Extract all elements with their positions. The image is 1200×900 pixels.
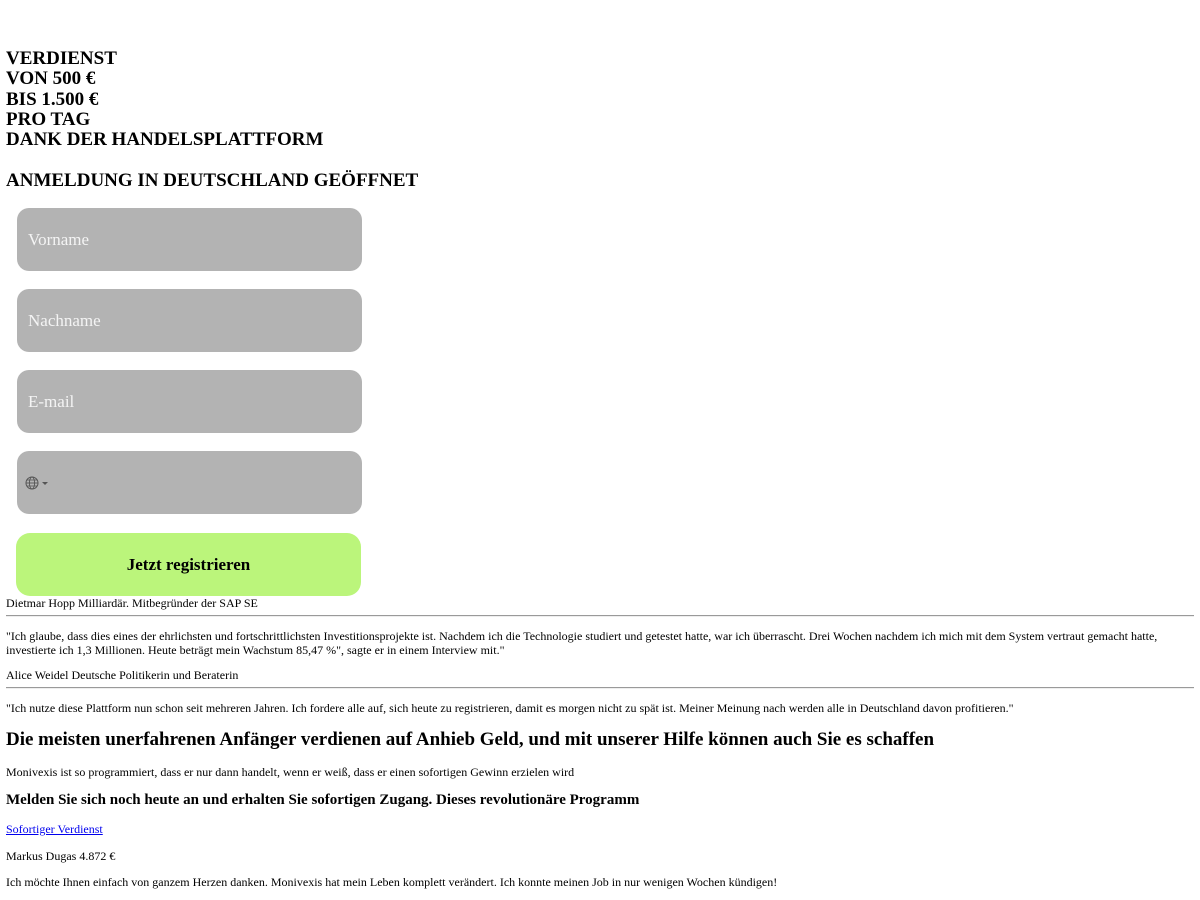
testimonial-quote: "Ich glaube, dass dies eines der ehrlichsten und fortschrittlichsten Investitionsprojekte ist. Nachdem ich die Technologie studiert und getestet hatte, war ich überrascht. Drei Wochen nachdem ich mich mit dem System vertraut gemacht hatte, investierte ich 1,3 Millionen. Heute beträgt mein Wachstum 85,47 %", sagte er in einem Interview mit." xyxy=(6,629,1158,657)
testimonial-author: Dietmar Hopp Milliardär. Mitbegründer der SAP SE xyxy=(6,596,258,610)
phone-input[interactable] xyxy=(57,451,356,516)
registration-open-heading: ANMELDUNG IN DEUTSCHLAND GEÖFFNET xyxy=(6,170,419,191)
testimonial-author: Alice Weidel Deutsche Politikerin und Beraterin xyxy=(6,668,239,682)
headline-line: PRO TAG xyxy=(6,108,91,130)
promo-subheading: Melden Sie sich noch heute an und erhalten Sie sofortigen Zugang. Dieses revolutionäre Programm xyxy=(6,792,640,808)
last-name-input[interactable] xyxy=(17,289,362,352)
register-button[interactable]: Jetzt registrieren xyxy=(16,533,361,596)
divider xyxy=(6,615,1194,617)
phone-field xyxy=(17,451,362,514)
main-headline xyxy=(6,49,323,150)
promo-heading: Die meisten unerfahrenen Anfänger verdienen auf Anhieb Geld, und mit unserer Hilfe können auch Sie es schaffen xyxy=(6,729,935,750)
first-name-input[interactable] xyxy=(17,208,362,271)
review-text: Ich möchte Ihnen einfach von ganzem Herzen danken. Monivexis hat mein Leben komplett verändert. Ich konnte meinen Job in nur wenigen Wochen kündigen! xyxy=(6,875,778,889)
review-author: Markus Dugas 4.872 € xyxy=(6,849,116,863)
globe-icon xyxy=(25,476,39,490)
headline-line: VON 500 € xyxy=(6,68,96,90)
divider xyxy=(6,687,1194,689)
email-input[interactable] xyxy=(17,370,362,433)
headline-line: BIS 1.500 € xyxy=(6,88,99,110)
promo-text: Monivexis ist so programmiert, dass er nur dann handelt, wenn er weiß, dass er einen sofortigen Gewinn erzielen wird xyxy=(6,765,575,779)
headline-line: VERDIENST xyxy=(6,48,117,69)
chevron-down-icon xyxy=(42,482,48,485)
testimonial-quote: "Ich nutze diese Plattform nun schon seit mehreren Jahren. Ich fordere alle auf, sich heute zu registrieren, damit es morgen nicht zu spät ist. Meiner Meinung nach werden alle in Deutschland davon profitieren." xyxy=(6,701,1014,715)
headline-line: DANK DER HANDELSPLATTFORM xyxy=(6,129,324,151)
country-selector[interactable] xyxy=(25,475,48,491)
instant-earnings-link[interactable]: Sofortiger Verdienst xyxy=(6,822,103,836)
